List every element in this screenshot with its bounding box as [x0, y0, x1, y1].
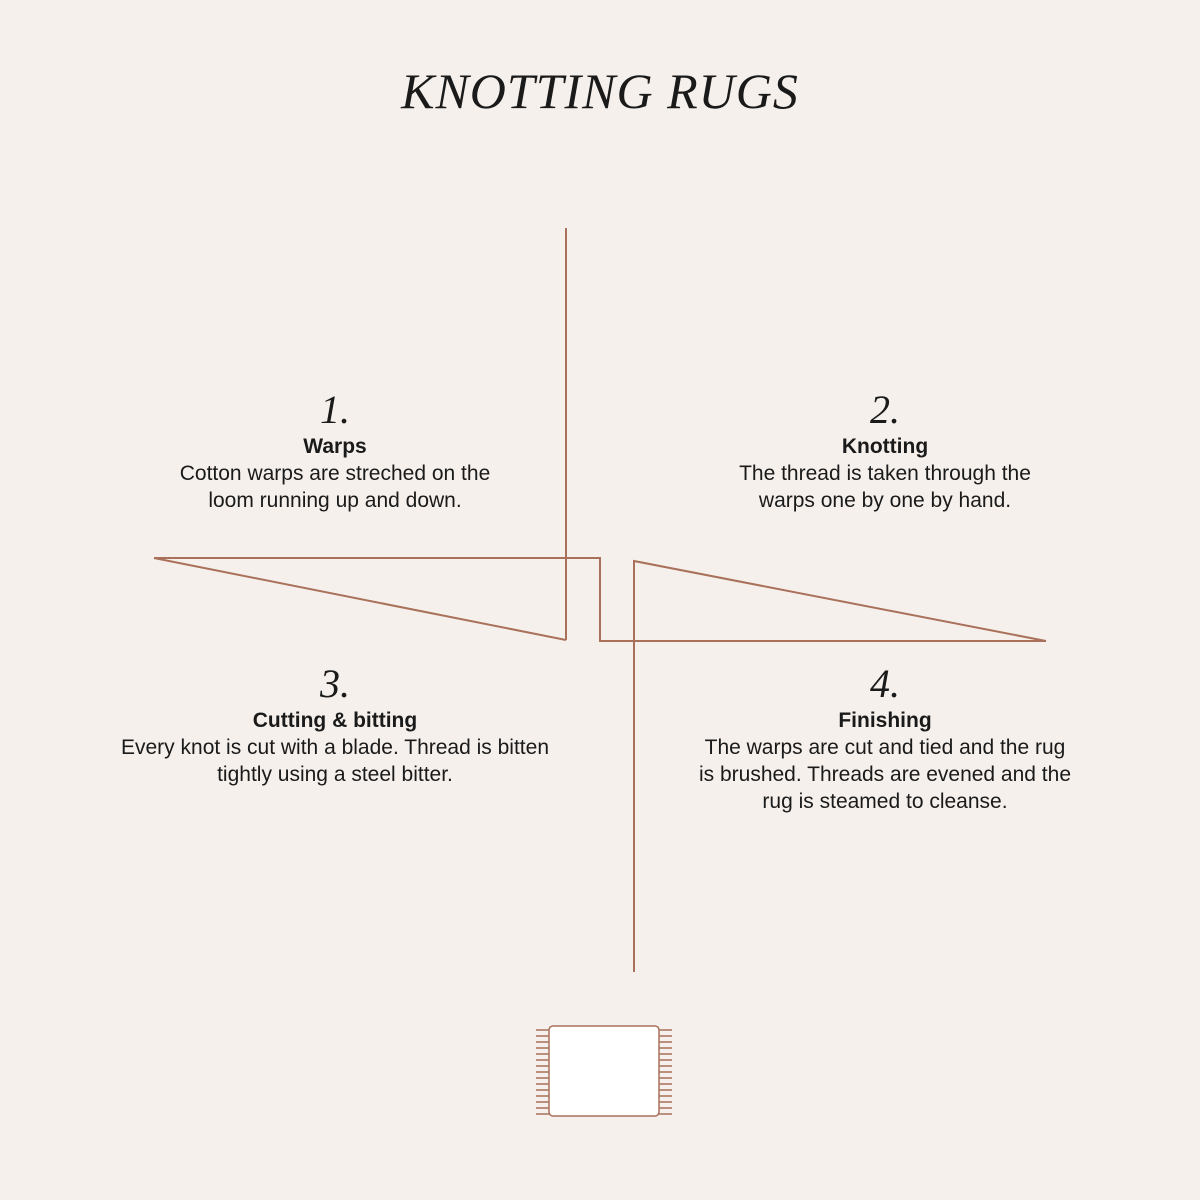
step-heading: Warps	[303, 435, 367, 458]
rug-body	[549, 1026, 659, 1116]
step-heading: Knotting	[841, 435, 929, 458]
step-description: Every knot is cut with a blade. Thread is bitten tightly using a steel bitter.	[121, 736, 549, 786]
page-title: KNOTTING RUGS	[401, 63, 799, 119]
step-knotting	[690, 387, 1080, 514]
step-finishing	[680, 661, 1090, 815]
step-number: 3.	[320, 661, 350, 706]
step-description: The warps are cut and tied and the rug is brushed. Threads are evened and the rug is steamed to cleanse.	[698, 736, 1072, 813]
step-number: 2.	[870, 387, 900, 432]
left-wedge-line	[154, 558, 1046, 641]
rug-icon	[530, 1020, 676, 1120]
left-wedge-diagonal	[154, 558, 566, 640]
rug-fringe-left	[536, 1030, 549, 1114]
step-number: 1.	[320, 387, 350, 432]
step-description: Cotton warps are streched on the loom running up and down.	[179, 462, 491, 512]
step-heading: Finishing	[838, 709, 932, 732]
step-warps	[130, 387, 540, 514]
step-heading: Cutting & bitting	[252, 709, 418, 732]
step-cutting-bitting	[105, 661, 565, 788]
rug-fringe-right	[659, 1030, 672, 1114]
step-number: 4.	[870, 661, 900, 706]
step-description: The thread is taken through the warps one by one by hand.	[739, 462, 1031, 512]
